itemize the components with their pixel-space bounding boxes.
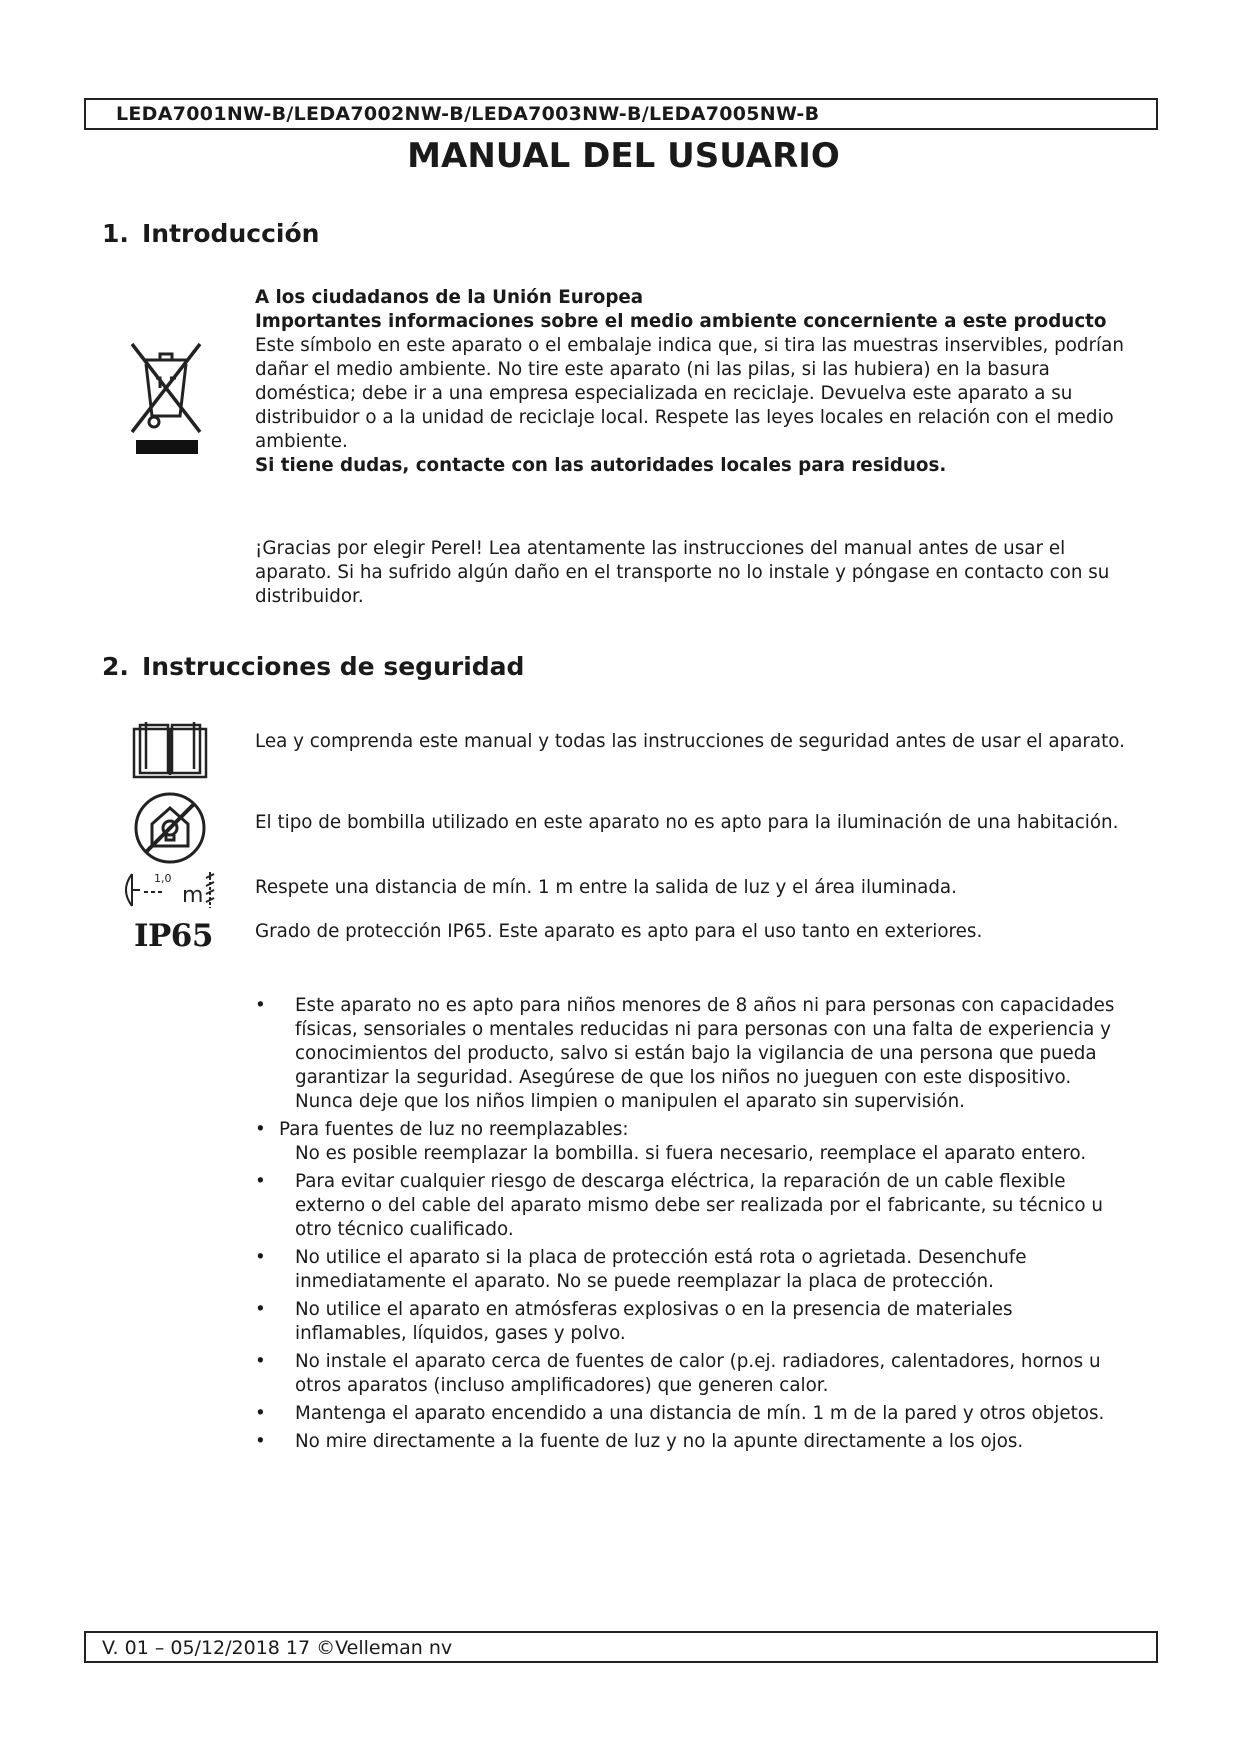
section-1-heading: 1. Introducción: [102, 219, 320, 248]
list-item-subtext: No es posible reemplazar la bombilla. si fuera necesario, reemplace el aparato entero.: [295, 1143, 1087, 1164]
crossed-out-wheelie-bin-icon: [126, 338, 206, 460]
thanks-paragraph: ¡Gracias por elegir Perel! Lea atentamente las instrucciones del manual antes de usar el aparato. Si ha sufrido algún daño en el transporte no lo instale y póngase en contacto con su distribuidor.: [255, 538, 1110, 607]
model-line: LEDA7001NW-B/LEDA7002NW-B/LEDA7003NW-B/LEDA7005NW-B: [116, 103, 820, 125]
eu-contact: Si tiene dudas, contacte con las autoridades locales para residuos.: [255, 455, 947, 476]
list-item: • Para evitar cualquier riesgo de descarga eléctrica, la reparación de un cable flexible externo o del cable del aparato mismo debe ser realizada por el fabricante, su técnico u otro técnico cualificado.: [255, 1171, 1103, 1240]
symbol-lamp-type-text: El tipo de bombilla utilizado en este aparato no es apto para la iluminación de una habitación.: [255, 812, 1119, 833]
header-box: [84, 98, 1158, 130]
symbol-distance-text: Respete una distancia de mín. 1 m entre la salida de luz y el área iluminada.: [255, 877, 957, 898]
safety-bullets: [255, 994, 1125, 1458]
symbol-ip65-text: Grado de protección IP65. Este aparato es apto para el uso tanto en exteriores.: [255, 921, 983, 942]
list-item: • No mire directamente a la fuente de luz y no la apunte directamente a los ojos.: [255, 1431, 1024, 1452]
minimum-distance-icon: [118, 868, 218, 916]
eu-heading: A los ciudadanos de la Unión Europea: [255, 287, 644, 308]
list-item: • Mantenga el aparato encendido a una distancia de mín. 1 m de la pared y otros objetos.: [255, 1403, 1105, 1424]
svg-text:1,0: 1,0: [154, 872, 172, 885]
section-2-heading: 2. Instrucciones de seguridad: [102, 652, 525, 681]
open-book-icon: [132, 719, 208, 783]
list-item: • No utilice el aparato en atmósferas explosivas o en la presencia de materiales inflamables, líquidos, gases y polvo.: [255, 1299, 1013, 1344]
footer-box: [84, 1631, 1158, 1663]
no-household-lighting-icon: [132, 790, 208, 870]
page-title: MANUAL DEL USUARIO: [407, 136, 840, 176]
list-item: • Para fuentes de luz no reemplazables: No es posible reemplazar la bombilla. si fuera necesario, reemplace el aparato entero.: [255, 1118, 1125, 1166]
ip65-icon: IP65: [134, 918, 213, 954]
eu-notice: [255, 286, 1125, 478]
svg-text:m: m: [182, 883, 204, 908]
list-item: • Este aparato no es apto para niños menores de 8 años ni para personas con capacidades físicas, sensoriales o mentales reducidas ni para personas con una falta de experiencia y conocimientos del producto, salvo si están bajo la vigilancia de una persona que pueda garantizar la seguridad. Asegúrese de que los niños no jueguen con este dispositivo. Nunca deje que los niños limpien o manipulen el aparato sin supervisión.: [255, 995, 1115, 1112]
eu-subheading: Importantes informaciones sobre el medio ambiente concerniente a este producto: [255, 311, 1107, 332]
list-item: • No instale el aparato cerca de fuentes de calor (p.ej. radiadores, calentadores, hornos u otros aparatos (incluso amplificadores) que generen calor.: [255, 1351, 1101, 1396]
eu-body: Este símbolo en este aparato o el embalaje indica que, si tira las muestras inservibles, podrían dañar el medio ambiente. No tire este aparato (ni las pilas, si las hubiera) en la basura doméstica; debe ir a una empresa especializada en reciclaje. Devuelva este aparato a su distribuidor o a la unidad de reciclaje local. Respete las leyes locales en relación con el medio ambiente.: [255, 335, 1124, 452]
footer-text: V. 01 – 05/12/2018 17 ©Velleman nv: [102, 1637, 453, 1659]
symbol-read-manual-text: Lea y comprenda este manual y todas las instrucciones de seguridad antes de usar el aparato.: [255, 731, 1125, 752]
list-item: • No utilice el aparato si la placa de protección está rota o agrietada. Desenchufe inmediatamente el aparato. No se puede reemplazar la placa de protección.: [255, 1247, 1027, 1292]
